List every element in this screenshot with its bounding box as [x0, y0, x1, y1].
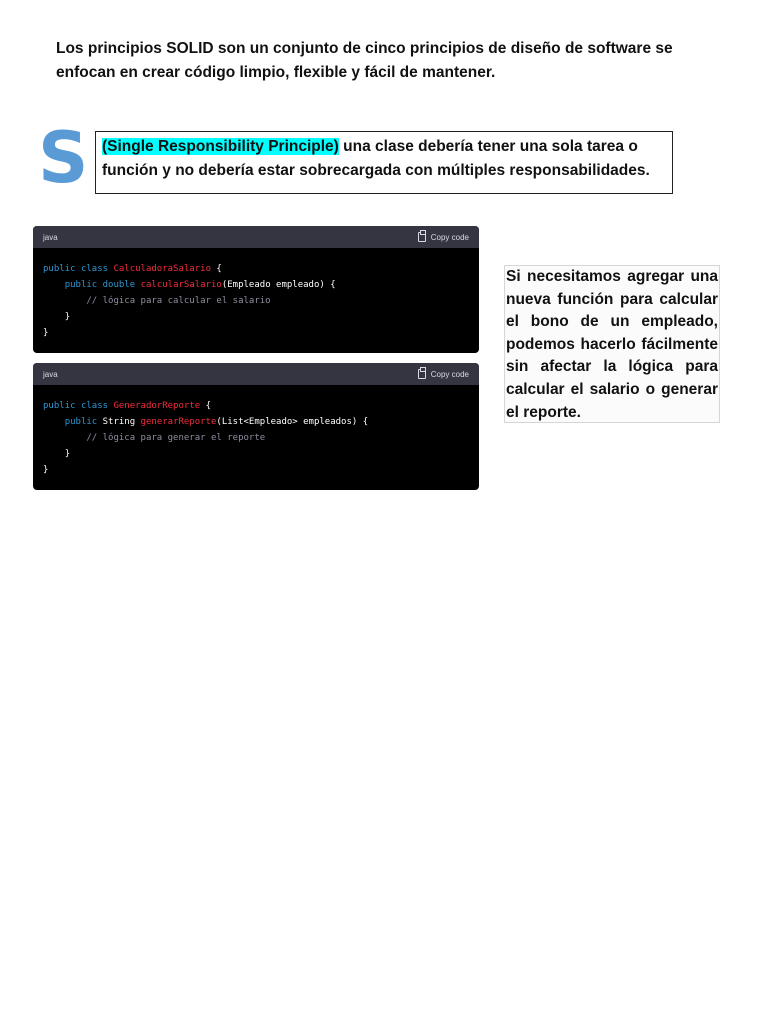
code-language: java — [43, 232, 58, 242]
code-keyword: public — [64, 417, 98, 427]
code-class-name: GeneradorReporte — [113, 401, 201, 411]
code-keyword: class — [80, 264, 109, 274]
code-keyword: class — [80, 401, 109, 411]
code-body — [33, 385, 479, 490]
code-header — [33, 226, 479, 248]
code-keyword: public — [64, 280, 98, 290]
code-return-type: double — [102, 280, 136, 290]
code-brace: { — [211, 264, 222, 274]
code-comment: // lógica para calcular el salario — [86, 296, 271, 306]
clipboard-icon — [418, 232, 426, 242]
code-method-name: calcularSalario — [140, 280, 222, 290]
explanation-box: Si necesitamos agregar una nueva función para calcular el bono de un empleado, podemos hacerlo fácilmente sin afectar la lógica para calcular el salario o generar el reporte. — [504, 265, 720, 423]
code-keyword: public — [43, 264, 76, 274]
copy-code-label: Copy code — [430, 232, 469, 242]
code-brace: } — [64, 449, 71, 459]
intro-paragraph: Los principios SOLID son un conjunto de cinco principios de diseño de software se enfocan en crear código limpio, flexible y fácil de mantener. — [56, 40, 673, 81]
principle-description: una clase debería tener una sola tarea o función y no debería estar sobrecargada con múltiples responsabilidades. — [102, 138, 650, 179]
code-params: (Empleado empleado) { — [221, 280, 336, 290]
code-brace: } — [43, 465, 49, 475]
clipboard-icon — [418, 369, 426, 379]
principle-letter: S — [38, 117, 89, 199]
code-language: java — [43, 369, 58, 379]
code-brace: } — [43, 328, 49, 338]
code-brace: } — [64, 312, 71, 322]
principle-name: (Single Responsibility Principle) — [102, 138, 339, 155]
code-keyword: public — [43, 401, 76, 411]
copy-code-button[interactable] — [418, 232, 469, 242]
code-method-name: generarReporte — [140, 417, 217, 427]
copy-code-button[interactable] — [418, 369, 469, 379]
code-block-generador — [33, 363, 479, 490]
code-return-type: String — [102, 417, 136, 427]
code-header — [33, 363, 479, 385]
code-block-calculadora — [33, 226, 479, 353]
code-brace: { — [200, 401, 211, 411]
principle-definition-box — [95, 131, 673, 194]
code-class-name: CalculadoraSalario — [113, 264, 211, 274]
code-body — [33, 248, 479, 353]
code-params: (List<Empleado> empleados) { — [216, 417, 369, 427]
copy-code-label: Copy code — [430, 369, 469, 379]
code-comment: // lógica para generar el reporte — [86, 433, 266, 443]
